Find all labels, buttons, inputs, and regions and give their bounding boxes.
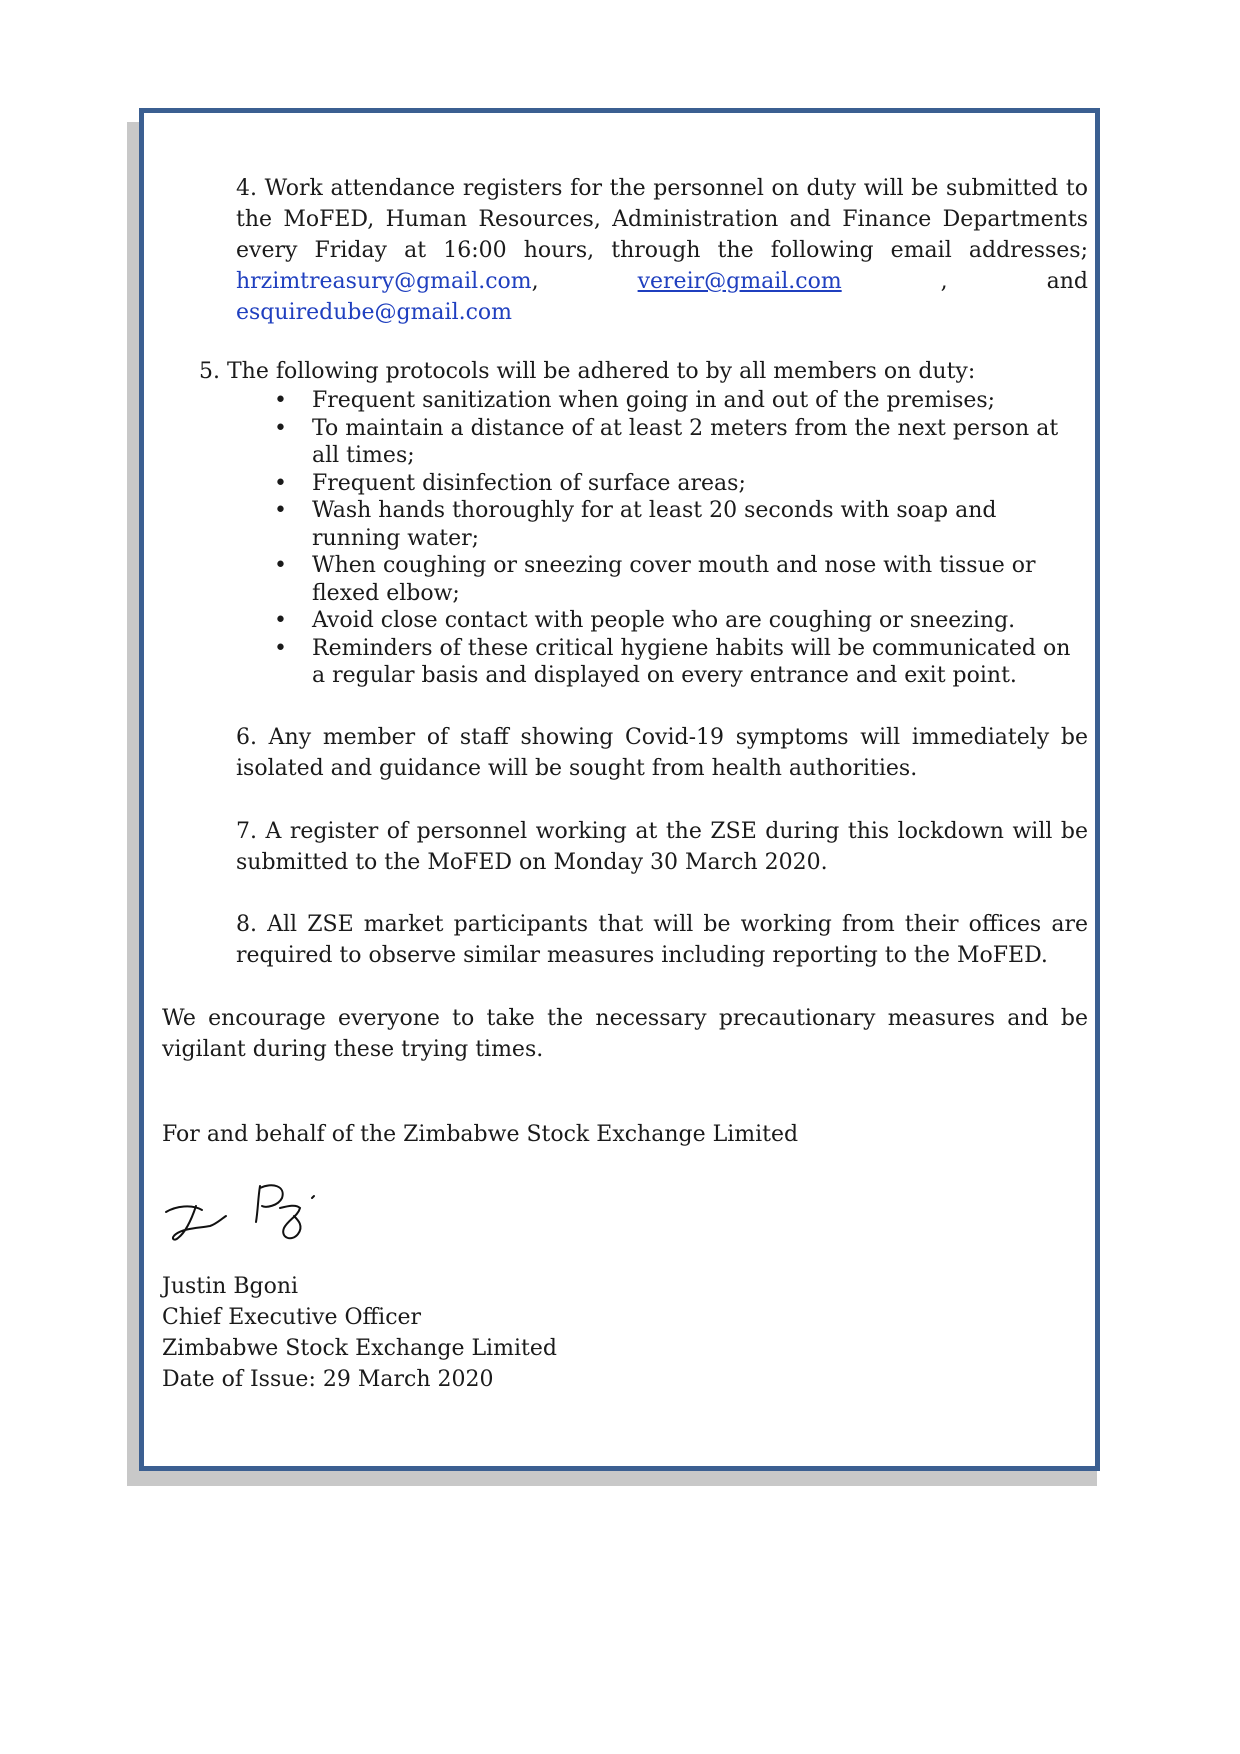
protocol-item: • Avoid close contact with people who are coughing or sneezing. — [270, 607, 1090, 635]
item-4-paragraph — [236, 173, 1088, 328]
comma: , — [531, 269, 539, 294]
closing-paragraph: We encourage everyone to take the necessary precautionary measures and be vigilant during these trying times. — [162, 1006, 1088, 1062]
protocol-item: • Reminders of these critical hygiene habits will be communicated on a regular basis and displayed on every entrance and exit point. — [270, 635, 1090, 690]
protocol-item: • To maintain a distance of at least 2 meters from the next person at all times; — [270, 415, 1090, 470]
behalf-line: For and behalf of the Zimbabwe Stock Exchange Limited — [162, 1122, 799, 1147]
and-text: , and — [940, 269, 1088, 294]
item-8-paragraph: 8. All ZSE market participants that will be working from their offices are required to observe similar measures including reporting to the MoFED. — [236, 912, 1088, 968]
signature-image — [162, 1176, 342, 1248]
protocol-item: • Frequent sanitization when going in and out of the premises; — [270, 387, 1090, 415]
email-link-vereir[interactable]: vereir@gmail.com — [637, 269, 842, 294]
item-5-intro: 5. The following protocols will be adhered to by all members on duty: — [199, 359, 976, 384]
signatory-title: Chief Executive Officer — [162, 1305, 422, 1330]
protocol-item: • When coughing or sneezing cover mouth and nose with tissue or flexed elbow; — [270, 552, 1090, 607]
email-link-esquiredube[interactable]: esquiredube@gmail.com — [236, 300, 513, 325]
protocol-list — [270, 387, 1090, 690]
protocol-item: • Frequent disinfection of surface areas; — [270, 470, 1090, 498]
protocol-item: • Wash hands thoroughly for at least 20 seconds with soap and running water; — [270, 497, 1090, 552]
email-link-hrzimtreasury[interactable]: hrzimtreasury@gmail.com — [236, 269, 532, 294]
signatory-company: Zimbabwe Stock Exchange Limited — [162, 1336, 557, 1361]
signatory-name: Justin Bgoni — [162, 1274, 299, 1299]
item-4-text: 4. Work attendance registers for the personnel on duty will be submitted to the MoFED, Human Resources, Administration and Finance Departments every Friday at 16:00 hours, through the following email addresses; — [236, 176, 1088, 263]
item-7-paragraph: 7. A register of personnel working at the ZSE during this lockdown will be submitted to the MoFED on Monday 30 March 2020. — [236, 819, 1088, 875]
issue-date: Date of Issue: 29 March 2020 — [162, 1367, 494, 1392]
item-6-paragraph: 6. Any member of staff showing Covid-19 symptoms will immediately be isolated and guidance will be sought from health authorities. — [236, 725, 1088, 781]
